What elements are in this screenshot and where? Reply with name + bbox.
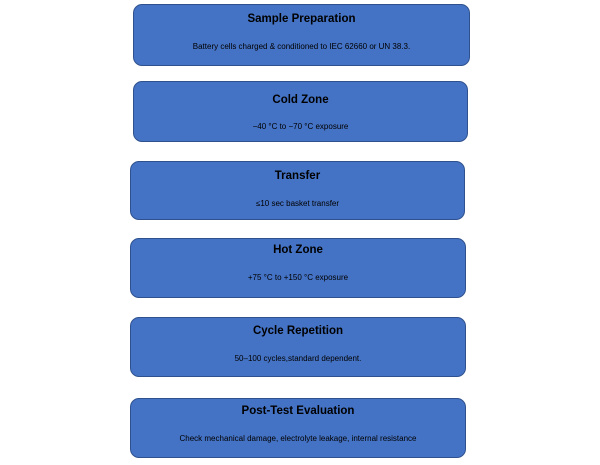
step-hot-zone [130,238,466,298]
step-title: Transfer [274,170,321,182]
step-title: Hot Zone [273,244,323,256]
step-description: −40 °C to −70 °C exposure [252,122,349,131]
step-description: Check mechanical damage, electrolyte leakage, internal resistance [179,434,417,443]
step-description: 50–100 cycles,standard dependent. [234,354,362,363]
step-description: Battery cells charged & conditioned to IEC 62660 or UN 38.3. [192,42,411,51]
step-description: +75 °C to +150 °C exposure [247,273,349,282]
step-post-test-evaluation [130,398,466,458]
step-cold-zone [133,81,468,142]
step-description: ≤10 sec basket transfer [255,199,340,208]
step-sample-preparation [133,4,470,66]
step-title: Post-Test Evaluation [241,405,355,417]
step-title: Sample Preparation [247,13,356,25]
step-title: Cold Zone [272,94,329,106]
step-title: Cycle Repetition [252,325,344,337]
step-cycle-repetition [130,317,466,377]
step-transfer [130,161,465,220]
